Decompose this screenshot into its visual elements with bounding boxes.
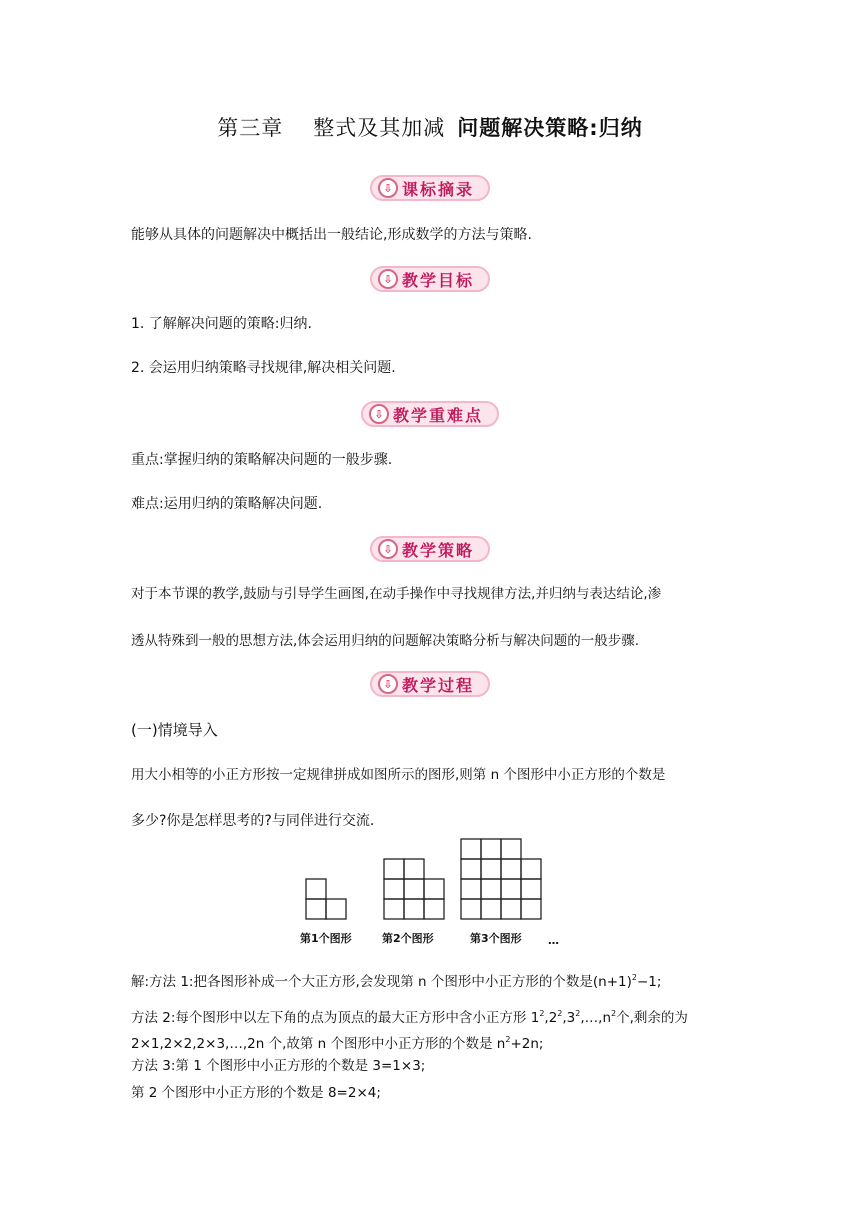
superscript: 2 xyxy=(575,1009,581,1018)
superscript: 2 xyxy=(539,1009,545,1018)
figure-1-squares xyxy=(306,879,346,919)
square-pattern-figure xyxy=(296,838,576,950)
section-badge-keypoints xyxy=(361,401,499,427)
lesson-label: 问题解决策略:归纳 xyxy=(457,116,643,140)
solution-m1-suffix: −1; xyxy=(637,974,662,990)
section-badge-goals xyxy=(370,266,490,292)
section-title-strategy: 教学策略 xyxy=(401,540,475,560)
figure-ellipsis: … xyxy=(548,934,559,947)
strategy-line: 对于本节课的教学,鼓励与引导学生画图,在动手操作中寻找规律方法,并归纳与表达结论,渗 xyxy=(131,586,662,602)
question-line: 多少?你是怎样思考的?与同伴进行交流. xyxy=(131,813,375,829)
m2-line2-suffix: +2n; xyxy=(510,1036,544,1052)
superscript: 2 xyxy=(631,973,637,982)
download-badge-icon: ⇩ xyxy=(378,178,398,198)
section-badge-strategy xyxy=(370,536,490,562)
question-line: 用大小相等的小正方形按一定规律拼成如图所示的图形,则第 n 个图形中小正方形的个数是 xyxy=(131,767,666,783)
section-title-curriculum: 课标摘录 xyxy=(401,179,475,199)
section-title-keypoints: 教学重难点 xyxy=(392,405,484,425)
download-badge-icon: ⇩ xyxy=(378,269,398,289)
figure-3-squares xyxy=(461,839,541,919)
strategy-line: 透从特殊到一般的思想方法,体会运用归纳的问题解决策略分析与解决问题的一般步骤. xyxy=(131,633,640,649)
figure-2-squares xyxy=(384,859,444,919)
m2-text-e: 个,剩余的为 xyxy=(616,1010,688,1026)
goal-item: 1. 了解解决问题的策略:归纳. xyxy=(131,316,312,332)
section-title-process: 教学过程 xyxy=(401,675,475,695)
download-badge-icon: ⇩ xyxy=(378,539,398,559)
superscript: 2 xyxy=(611,1009,617,1018)
solution-m1-text: 解:方法 1:把各图形补成一个大正方形,会发现第 n 个图形中小正方形的个数是(n+1) xyxy=(131,974,632,990)
page-title xyxy=(0,112,860,142)
solution-method-2-line-1 xyxy=(131,1004,731,1028)
section-badge-curriculum xyxy=(370,175,490,201)
m2-text-c: ,3 xyxy=(562,1010,576,1026)
m2-text-b: ,2 xyxy=(544,1010,558,1026)
superscript: 2 xyxy=(505,1035,511,1044)
solution-method-3-line-2: 第 2 个图形中小正方形的个数是 8=2×4; xyxy=(131,1085,381,1101)
curriculum-text: 能够从具体的问题解决中概括出一般结论,形成数学的方法与策略. xyxy=(131,227,532,243)
goal-item: 2. 会运用归纳策略寻找规律,解决相关问题. xyxy=(131,360,396,376)
chapter-label: 第三章 xyxy=(217,116,284,140)
solution-method-2-line-2 xyxy=(131,1030,731,1054)
m2-text-a: 方法 2:每个图形中以左下角的点为顶点的最大正方形中含小正方形 1 xyxy=(131,1010,540,1026)
topic-label: 整式及其加减 xyxy=(313,116,446,140)
figure-label: 第2个图形 xyxy=(382,932,434,945)
download-badge-icon: ⇩ xyxy=(378,674,398,694)
process-subtitle: (一)情境导入 xyxy=(131,721,218,739)
m2-text-d: ,…,n xyxy=(580,1010,612,1026)
difficulty-text: 难点:运用归纳的策略解决问题. xyxy=(131,496,323,512)
keypoint-text: 重点:掌握归纳的策略解决问题的一般步骤. xyxy=(131,452,393,468)
section-badge-process xyxy=(370,671,490,697)
m2-line2-text: 2×1,2×2,2×3,…,2n 个,故第 n 个图形中小正方形的个数是 n xyxy=(131,1036,506,1052)
figure-label: 第1个图形 xyxy=(300,932,352,945)
section-title-goals: 教学目标 xyxy=(401,270,475,290)
solution-method-1 xyxy=(131,968,731,992)
download-badge-icon: ⇩ xyxy=(369,404,389,424)
figure-label: 第3个图形 xyxy=(470,932,522,945)
superscript: 2 xyxy=(557,1009,563,1018)
solution-method-3-line-1: 方法 3:第 1 个图形中小正方形的个数是 3=1×3; xyxy=(131,1058,426,1074)
